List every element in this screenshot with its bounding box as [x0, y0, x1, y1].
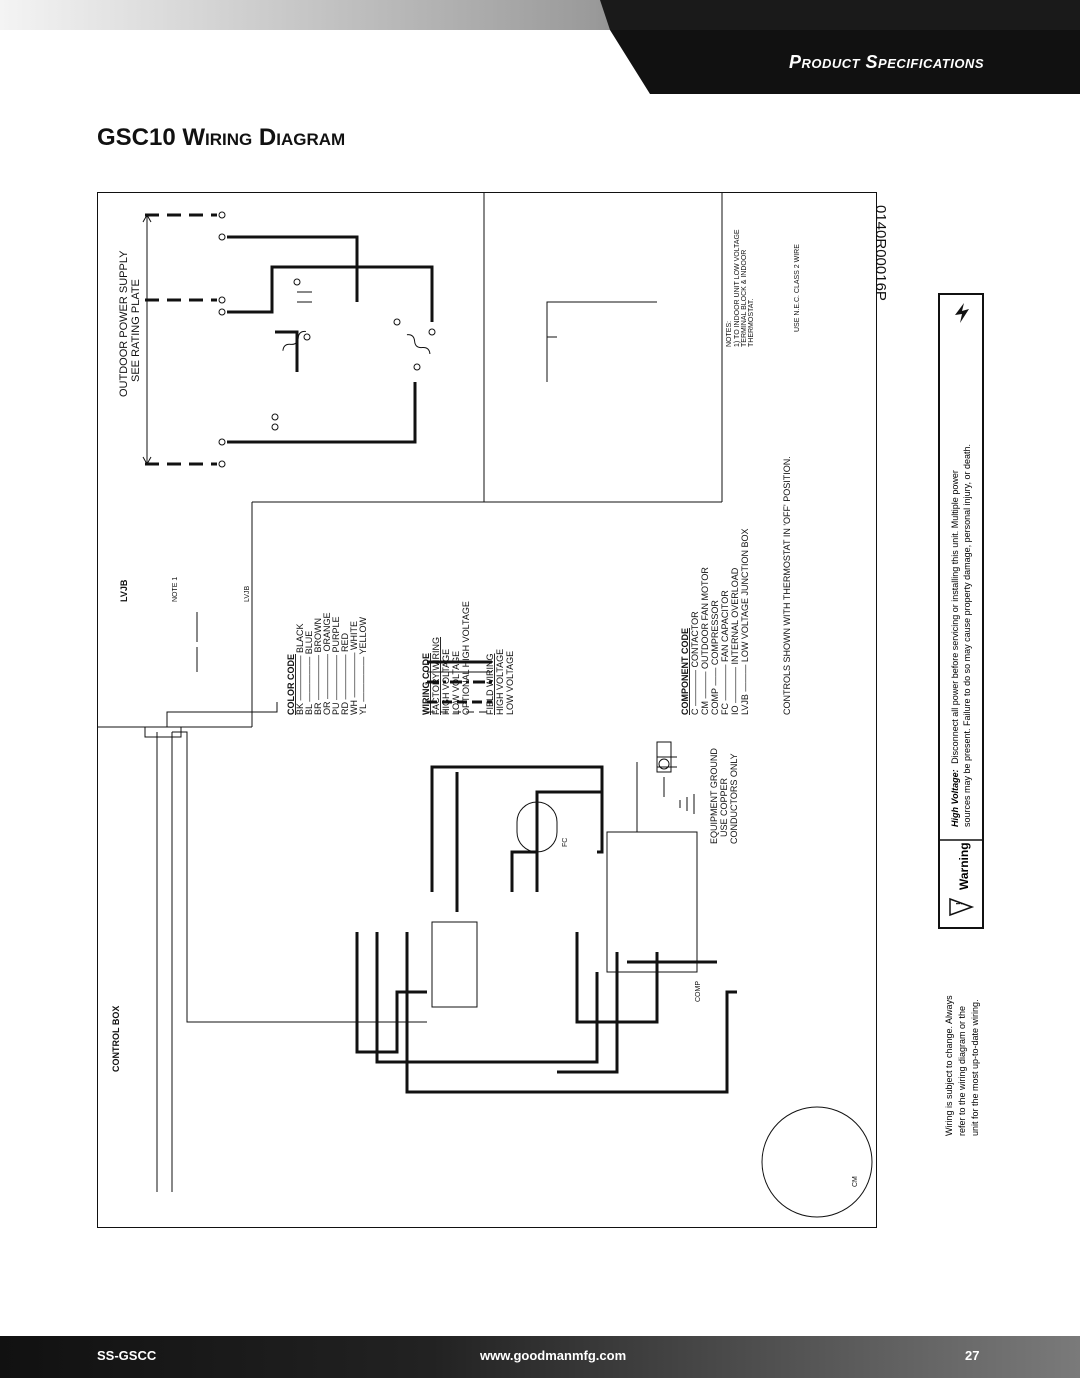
field-wiring-title: FIELD WIRING — [485, 653, 495, 715]
field-low-voltage: LOW VOLTAGE — [505, 650, 515, 715]
component-code-cm: CM ——— OUTDOOR FAN MOTOR — [700, 567, 710, 715]
wiring-change-note — [940, 940, 988, 1140]
color-code-list — [295, 612, 368, 715]
warning-box — [938, 293, 984, 929]
component-code-c: C ———— CONTACTOR — [690, 611, 700, 715]
factory-optional-high-voltage: OPTIONAL HIGH VOLTAGE — [461, 601, 471, 715]
wiring-code-title: WIRING CODE — [421, 653, 431, 715]
color-code-pu: PU ————— PURPLE — [331, 616, 341, 715]
footer-bar — [0, 1336, 1080, 1378]
ground-note-line2: USE COPPER — [719, 777, 729, 837]
color-code-bl: BL ————— BLUE — [304, 630, 314, 715]
color-code-or: OR ————— ORANGE — [322, 612, 332, 715]
comp-label: COMP — [695, 981, 702, 1002]
color-code-yl: YL ————— YELLOW — [358, 616, 368, 715]
side-note-line3: unit for the most up-to-date wiring. — [970, 999, 980, 1136]
notes-line2: TERMINAL BLOCK & INDOOR — [741, 249, 748, 347]
footer-doc-code: SS-GSCC — [97, 1348, 157, 1363]
outdoor-supply-line1: OUTDOOR POWER SUPPLY — [118, 250, 130, 397]
controls-note: CONTROLS SHOWN WITH THERMOSTAT IN 'OFF' POSITION. — [782, 456, 792, 715]
component-code-fc: FC ———— FAN CAPACITOR — [720, 590, 730, 715]
section-title: Product Specifications — [788, 52, 984, 72]
control-box-label: CONTROL BOX — [111, 1005, 121, 1072]
part-number: 0140R00016P — [872, 205, 889, 301]
notes-line1: 1) TO INDOOR UNIT LOW VOLTAGE — [734, 229, 741, 347]
component-code-comp: COMP —— COMPRESSOR — [710, 600, 720, 715]
wiring-diagram — [97, 192, 889, 1228]
cm-label: CM — [852, 1176, 859, 1187]
factory-high-voltage: HIGH VOLTAGE — [441, 648, 451, 715]
footer-website-link[interactable]: www.goodmanmfg.com — [480, 1348, 627, 1363]
class2-note: USE N.E.C. CLASS 2 WIRE — [794, 244, 801, 332]
svg-text:!: ! — [955, 902, 964, 905]
warning-line1: High Voltage: Disconnect all power before servicing or installing this unit. Multiple power — [950, 470, 960, 827]
component-code-list — [690, 528, 750, 715]
color-code-title: COLOR CODE — [286, 653, 296, 715]
side-note-line1: Wiring is subject to change. Always — [944, 995, 954, 1136]
notes-line3: THERMOSTAT. — [748, 298, 755, 347]
factory-low-voltage: LOW VOLTAGE — [451, 650, 461, 715]
warning-line2: sources may be present. Failure to do so may cause property damage, personal injury, or death. — [962, 443, 972, 827]
header-bar — [0, 0, 1080, 94]
fc-label: FC — [562, 837, 569, 847]
side-note-line2: refer to the wiring diagram or the — [957, 1005, 967, 1136]
lvjb-small-label: LVJB — [244, 585, 251, 602]
factory-wiring-title: FACTORY WIRING — [431, 636, 441, 715]
notes-title: NOTES: — [726, 320, 733, 347]
field-high-voltage: HIGH VOLTAGE — [495, 648, 505, 715]
color-code-rd: RD ————— RED — [340, 632, 350, 715]
component-code-title: COMPONENT CODE — [680, 627, 690, 715]
note1-label: NOTE 1 — [172, 576, 179, 602]
warning-title: Warning — [957, 842, 971, 890]
outdoor-supply-line2: SEE RATING PLATE — [130, 279, 142, 382]
color-code-br: BR ————— BROWN — [313, 617, 323, 715]
page-number: 27 — [965, 1348, 980, 1363]
lvjb-label: LVJB — [119, 579, 129, 602]
ground-note-line1: EQUIPMENT GROUND — [709, 748, 719, 844]
component-code-lvjb: LVJB ——— LOW VOLTAGE JUNCTION BOX — [740, 528, 750, 715]
warning-triangle-icon — [950, 899, 972, 915]
color-code-bk: BK ————— BLACK — [295, 623, 305, 715]
page-title: GSC10 Wiring Diagram — [97, 124, 346, 151]
lightning-icon — [955, 303, 969, 323]
component-code-io: IO ———— INTERNAL OVERLOAD — [730, 567, 740, 715]
ground-note-line3: CONDUCTORS ONLY — [729, 753, 739, 844]
color-code-wh: WH ————— WHITE — [349, 620, 359, 715]
